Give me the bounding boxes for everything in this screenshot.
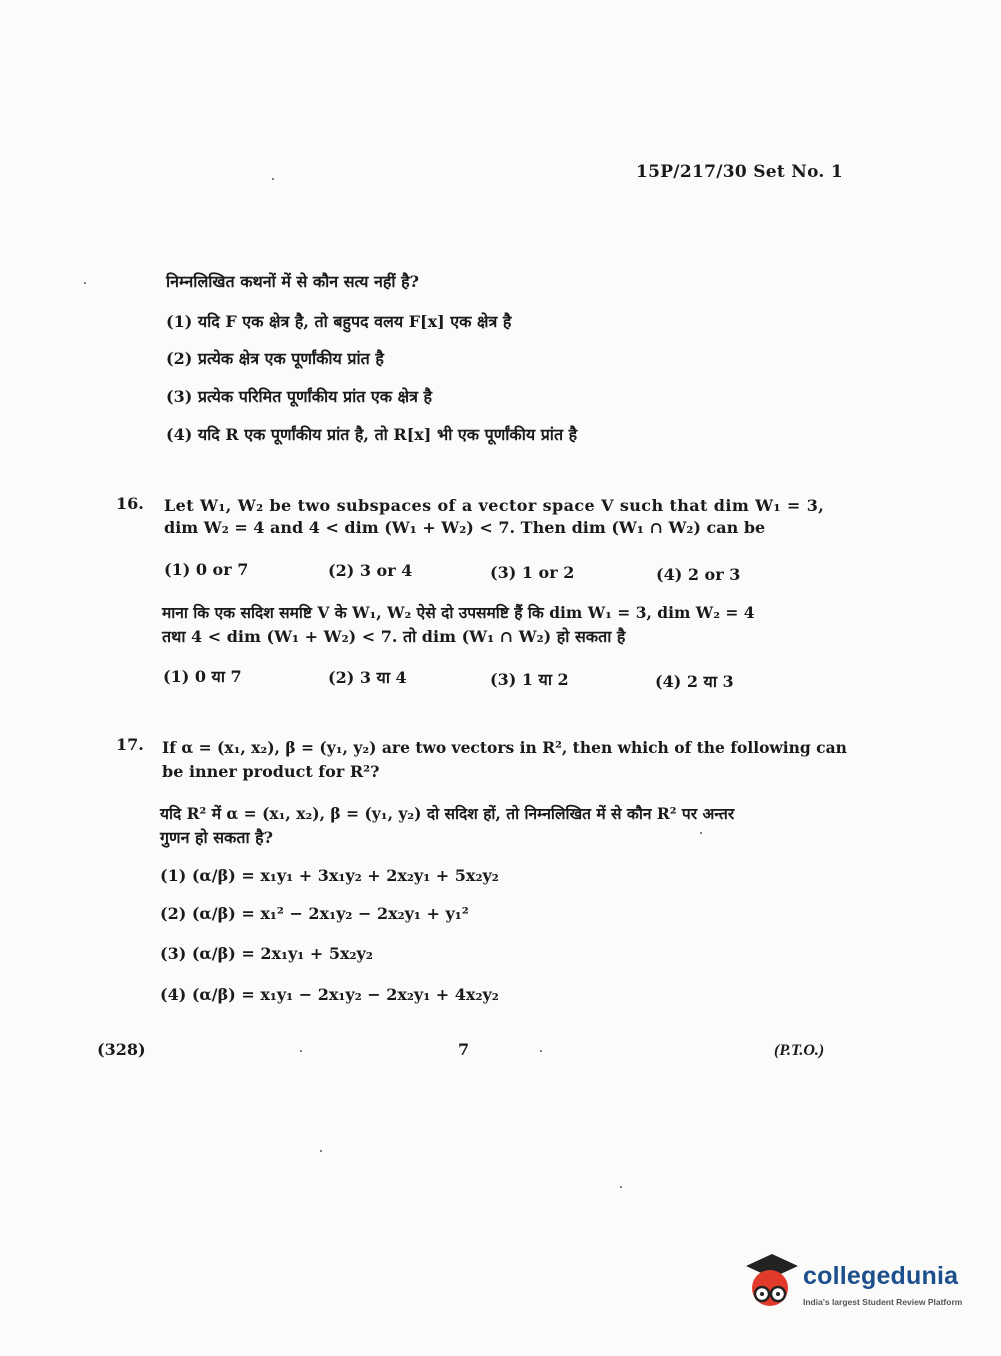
paper-code: 15P/217/30 Set No. 1 (635, 162, 843, 182)
scan-speck (300, 1050, 302, 1052)
q16-hindi-line-2: तथा 4 < dim (W₁ + W₂) < 7. तो dim (W₁ ∩ W₂) हो सकता है (162, 627, 626, 646)
scan-speck (620, 1186, 622, 1188)
q16-stem-line-1: Let W₁, W₂ be two subspaces of a vector space V such that dim W₁ = 3, (164, 496, 825, 515)
q16-hindi-line-1: माना कि एक सदिश समष्टि V के W₁, W₂ ऐसे दो उपसमष्टि हैं कि dim W₁ = 3, dim W₂ = 4 (162, 603, 755, 622)
q16-option-3: (3) 1 or 2 (490, 563, 575, 582)
q15-hindi-stem: निम्नलिखित कथनों में से कौन सत्य नहीं है? (166, 272, 419, 291)
q17-number: 17. (116, 735, 144, 754)
q17-hindi-line-1: यदि R² में α = (x₁, x₂), β = (y₁, y₂) दो सदिश हों, तो निम्नलिखित में से कौन R² पर अन्तर (160, 804, 735, 823)
watermark-tagline: India's largest Student Review Platform (803, 1297, 963, 1307)
q16-stem-line-2: dim W₂ = 4 and 4 < dim (W₁ + W₂) < 7. Then dim (W₁ ∩ W₂) can be (164, 518, 766, 537)
q16-option-1: (1) 0 or 7 (164, 560, 249, 579)
q16-hindi-option-2: (2) 3 या 4 (328, 668, 407, 687)
q17-option-1: (1) (α/β) = x₁y₁ + 3x₁y₂ + 2x₂y₁ + 5x₂y₂ (160, 866, 499, 885)
page-number: 7 (458, 1040, 470, 1059)
q17-hindi-line-2: गुणन हो सकता है? (160, 828, 274, 847)
q15-hindi-option-2: (2) प्रत्येक क्षेत्र एक पूर्णांकीय प्रांत है (166, 349, 384, 368)
q17-option-3: (3) (α/β) = 2x₁y₁ + 5x₂y₂ (160, 944, 373, 963)
q16-hindi-option-3: (3) 1 या 2 (490, 670, 569, 689)
q15-hindi-option-4: (4) यदि R एक पूर्णांकीय प्रांत है, तो R[x] भी एक पूर्णांकीय प्रांत है (166, 425, 578, 444)
pto-label: (P.T.O.) (774, 1042, 825, 1059)
q15-hindi-option-1: (1) यदि F एक क्षेत्र है, तो बहुपद वलय F[x] एक क्षेत्र है (166, 312, 512, 331)
q16-number: 16. (116, 494, 144, 513)
q17-stem-line-2: be inner product for R²? (162, 762, 380, 781)
scan-speck (320, 1150, 322, 1152)
watermark-brand: collegedunia (803, 1262, 959, 1290)
q16-hindi-option-1: (1) 0 या 7 (163, 667, 242, 686)
scan-speck (272, 178, 274, 180)
q16-option-2: (2) 3 or 4 (328, 561, 413, 580)
scan-speck (540, 1050, 542, 1052)
q16-hindi-option-4: (4) 2 या 3 (655, 672, 734, 691)
scan-speck (84, 282, 86, 284)
q17-option-2: (2) (α/β) = x₁² − 2x₁y₂ − 2x₂y₁ + y₁² (160, 904, 469, 923)
footer-code: (328) (97, 1040, 146, 1059)
q17-option-4: (4) (α/β) = x₁y₁ − 2x₁y₂ − 2x₂y₁ + 4x₂y₂ (160, 985, 499, 1004)
scan-speck (700, 832, 702, 834)
q16-option-4: (4) 2 or 3 (656, 565, 741, 584)
q17-stem-line-1: If α = (x₁, x₂), β = (y₁, y₂) are two vectors in R², then which of the following can (162, 738, 847, 757)
q15-hindi-option-3: (3) प्रत्येक परिमित पूर्णांकीय प्रांत एक क्षेत्र है (166, 387, 433, 406)
